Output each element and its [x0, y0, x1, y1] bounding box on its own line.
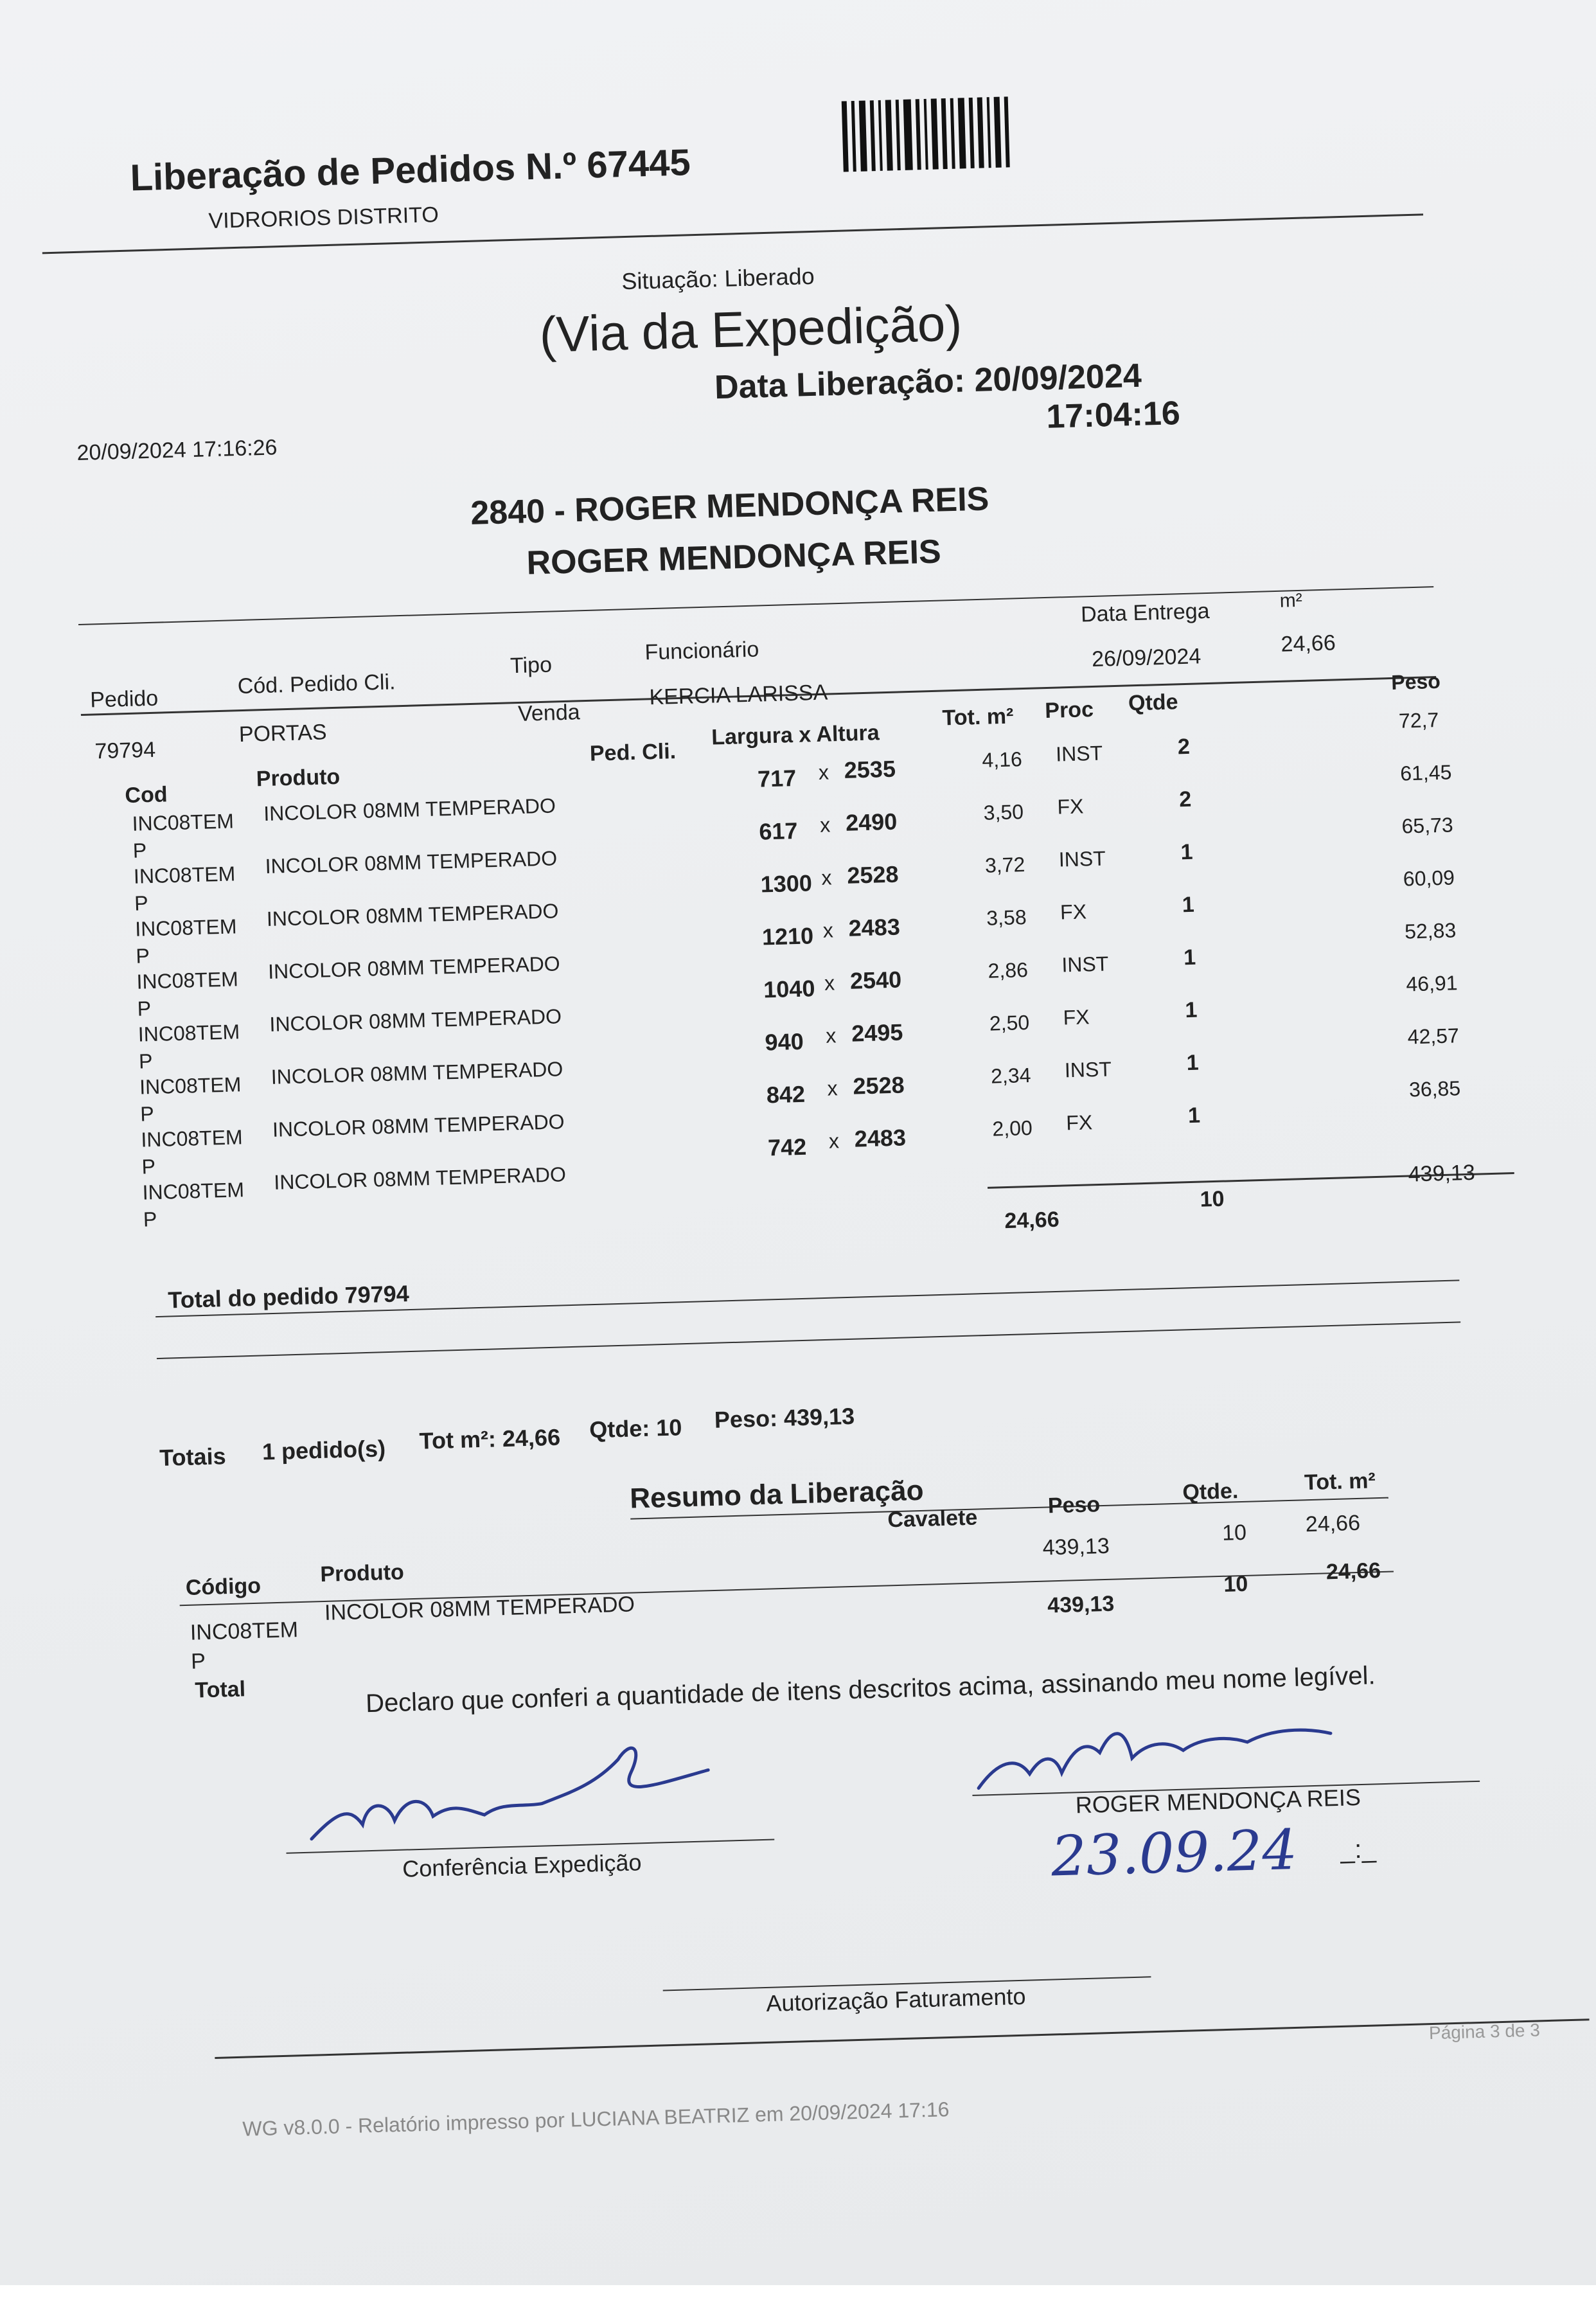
row-produto: INCOLOR 08MM TEMPERADO [272, 1110, 565, 1141]
conferencia-label: Conferência Expedição [402, 1849, 642, 1882]
totais-peso: Peso: 439,13 [714, 1402, 855, 1433]
resumo-row-peso: 439,13 [1042, 1533, 1110, 1560]
row-peso: 72,7 [1398, 708, 1439, 733]
barcode-image [842, 96, 1015, 172]
pedido-top-divider [78, 586, 1433, 625]
row-tot-m2: 3,50 [983, 800, 1024, 824]
row-altura: 2495 [851, 1019, 903, 1047]
total-qtde: 10 [1200, 1186, 1225, 1212]
total-peso: 439,13 [1408, 1160, 1476, 1187]
cliente-codigo-nome: 2840 - ROGER MENDONÇA REIS [470, 480, 990, 532]
row-x: x [825, 1024, 837, 1047]
resumo-row-tot-m2: 24,66 [1305, 1510, 1361, 1537]
row-cod-suffix: P [137, 997, 152, 1020]
resumo-col-tot-m2: Tot. m² [1304, 1468, 1376, 1495]
label-pedido: Pedido [89, 686, 159, 713]
row-x: x [824, 971, 835, 995]
row-x: x [828, 1129, 840, 1153]
row-qtde: 2 [1177, 734, 1191, 760]
row-cod: INC08TEM [140, 1125, 244, 1152]
value-cod-pedido-cli: PORTAS [238, 720, 328, 747]
resumo-total-label: Total [194, 1677, 246, 1703]
via-title: (Via da Expedição) [538, 294, 963, 363]
data-manuscrita: 23.09.24 [1050, 1817, 1299, 1889]
row-peso: 36,85 [1408, 1076, 1461, 1101]
row-produto: INCOLOR 08MM TEMPERADO [263, 794, 556, 826]
row-peso: 61,45 [1399, 760, 1452, 785]
row-proc: FX [1065, 1110, 1093, 1135]
footer-impresso: WG v8.0.0 - Relatório impresso por LUCIANA BEATRIZ em 20/09/2024 17:16 [242, 2098, 950, 2141]
row-cod: INC08TEM [133, 862, 236, 888]
row-proc: INST [1061, 952, 1109, 977]
data-liberacao: Data Liberação: 20/09/2024 [714, 357, 1142, 407]
row-produto: INCOLOR 08MM TEMPERADO [269, 1004, 562, 1036]
col-largura-altura: Largura x Altura [711, 720, 880, 750]
data-sufixo: _:_ [1340, 1835, 1377, 1864]
value-m2: 24,66 [1281, 630, 1336, 657]
row-altura: 2483 [854, 1124, 907, 1152]
totais-label: Totais [159, 1443, 227, 1471]
total-m2: 24,66 [1004, 1207, 1060, 1234]
row-x: x [820, 866, 832, 889]
total-pedido-label: Total do pedido 79794 [167, 1280, 410, 1314]
value-tipo: Venda [517, 700, 581, 726]
row-altura: 2490 [845, 808, 898, 836]
row-largura: 842 [766, 1080, 806, 1109]
row-cod-suffix: P [141, 1155, 156, 1179]
resumo-row-codigo: INC08TEM [190, 1617, 299, 1645]
resumo-col-qtde: Qtde. [1182, 1479, 1239, 1505]
row-cod: INC08TEM [142, 1178, 245, 1204]
row-proc: INST [1058, 846, 1106, 871]
row-x: x [818, 760, 829, 784]
col-produto: Produto [256, 764, 341, 792]
row-tot-m2: 2,86 [988, 958, 1029, 983]
row-largura: 1040 [763, 975, 815, 1003]
row-largura: 940 [765, 1028, 804, 1056]
row-qtde: 1 [1186, 1050, 1200, 1076]
declaracao-text: Declaro que conferi a quantidade de itens descritos acima, assinando meu nome legível. [365, 1661, 1376, 1718]
row-peso: 52,83 [1404, 918, 1457, 943]
value-funcionario: KERCIA LARISSA [649, 680, 828, 710]
row-tot-m2: 4,16 [981, 747, 1023, 772]
autorizacao-label: Autorização Faturamento [765, 1982, 1026, 2017]
row-proc: FX [1063, 1005, 1090, 1029]
row-cod-suffix: P [139, 1102, 155, 1126]
row-tot-m2: 2,00 [991, 1116, 1033, 1141]
row-proc: INST [1055, 741, 1103, 766]
row-largura: 742 [767, 1133, 807, 1161]
row-cod-suffix: P [132, 839, 147, 862]
row-x: x [822, 918, 834, 942]
row-cod: INC08TEM [132, 809, 235, 835]
label-cod-pedido-cli: Cód. Pedido Cli. [237, 670, 396, 699]
row-tot-m2: 2,50 [989, 1010, 1030, 1035]
row-tot-m2: 3,72 [984, 853, 1025, 877]
section-divider [157, 1321, 1460, 1359]
resumo-total-qtde: 10 [1223, 1571, 1248, 1597]
row-qtde: 1 [1184, 997, 1198, 1023]
row-qtde: 2 [1178, 787, 1192, 812]
row-qtde: 1 [1182, 892, 1195, 918]
row-peso: 46,91 [1405, 971, 1459, 996]
row-qtde: 1 [1187, 1103, 1201, 1128]
row-tot-m2: 2,34 [990, 1063, 1031, 1088]
document-title: Liberação de Pedidos N.º 67445 [129, 141, 691, 199]
resumo-total-m2: 24,66 [1326, 1558, 1381, 1585]
label-data-entrega: Data Entrega [1080, 598, 1210, 627]
row-produto: INCOLOR 08MM TEMPERADO [265, 846, 558, 878]
row-cod: INC08TEM [139, 1073, 242, 1099]
row-proc: INST [1064, 1057, 1112, 1082]
row-tot-m2: 3,58 [986, 905, 1027, 930]
resumo-row-codigo-suffix: P [190, 1649, 206, 1674]
row-largura: 1300 [760, 869, 813, 898]
resumo-row-produto: INCOLOR 08MM TEMPERADO [324, 1592, 635, 1625]
row-cod-suffix: P [134, 891, 149, 915]
resumo-col-cavalete: Cavalete [887, 1505, 978, 1533]
resumo-col-produto: Produto [319, 1560, 405, 1587]
row-proc: FX [1060, 900, 1087, 924]
totais-m2: Tot m²: 24,66 [419, 1423, 561, 1454]
resumo-total-peso: 439,13 [1047, 1591, 1115, 1618]
row-peso: 60,09 [1403, 866, 1455, 891]
col-ped-cli: Ped. Cli. [589, 739, 677, 766]
resumo-col-codigo: Código [185, 1573, 262, 1600]
row-altura: 2540 [849, 966, 902, 994]
row-altura: 2528 [852, 1071, 905, 1100]
totais-qtde: Qtde: 10 [589, 1414, 682, 1443]
row-cod-suffix: P [135, 944, 150, 968]
label-tipo: Tipo [510, 652, 553, 679]
row-x: x [827, 1076, 838, 1100]
company-name: VIDRORIOS DISTRITO [208, 202, 439, 234]
row-altura: 2483 [848, 913, 901, 941]
page-number: Página 3 de 3 [1428, 2020, 1541, 2044]
conferencia-signature [296, 1730, 761, 1852]
row-peso: 42,57 [1407, 1024, 1460, 1049]
row-x: x [819, 813, 831, 837]
value-pedido: 79794 [94, 737, 156, 764]
footer-divider [215, 2018, 1589, 2059]
row-largura: 617 [758, 817, 799, 845]
cliente-nome: ROGER MENDONÇA REIS [526, 533, 942, 582]
row-qtde: 1 [1180, 839, 1194, 865]
col-peso: Peso [1390, 669, 1441, 695]
row-proc: FX [1057, 794, 1084, 819]
row-peso: 65,73 [1401, 813, 1454, 838]
print-timestamp: 20/09/2024 17:16:26 [76, 435, 278, 465]
resumo-title: Resumo da Liberação [629, 1474, 925, 1515]
col-proc: Proc [1044, 697, 1094, 724]
row-produto: INCOLOR 08MM TEMPERADO [273, 1162, 567, 1194]
col-tot-m2: Tot. m² [942, 704, 1014, 731]
col-qtde: Qtde [1128, 690, 1179, 716]
row-cod-suffix: P [138, 1049, 153, 1073]
value-data-entrega: 26/09/2024 [1091, 644, 1201, 672]
row-altura: 2528 [846, 860, 900, 889]
hora-liberacao: 17:04:16 [1045, 395, 1181, 436]
row-largura: 717 [757, 764, 797, 792]
cliente-nome-assinatura: ROGER MENDONÇA REIS [1075, 1784, 1361, 1819]
label-funcionario: Funcionário [644, 637, 759, 665]
row-largura: 1210 [761, 922, 814, 950]
row-produto: INCOLOR 08MM TEMPERADO [266, 899, 559, 931]
row-produto: INCOLOR 08MM TEMPERADO [267, 952, 561, 983]
resumo-row-qtde: 10 [1221, 1520, 1247, 1545]
situacao-text: Situação: Liberado [621, 262, 815, 295]
row-cod: INC08TEM [136, 967, 239, 993]
row-altura: 2535 [844, 755, 896, 783]
row-produto: INCOLOR 08MM TEMPERADO [270, 1057, 563, 1089]
row-cod-suffix: P [143, 1207, 157, 1231]
totais-pedidos: 1 pedido(s) [262, 1435, 386, 1465]
row-cod: INC08TEM [134, 914, 237, 941]
row-qtde: 1 [1183, 945, 1196, 970]
col-cod: Cod [124, 782, 168, 808]
resumo-col-peso: Peso [1047, 1492, 1101, 1519]
label-m2: m² [1279, 589, 1303, 612]
row-cod: INC08TEM [137, 1020, 240, 1046]
